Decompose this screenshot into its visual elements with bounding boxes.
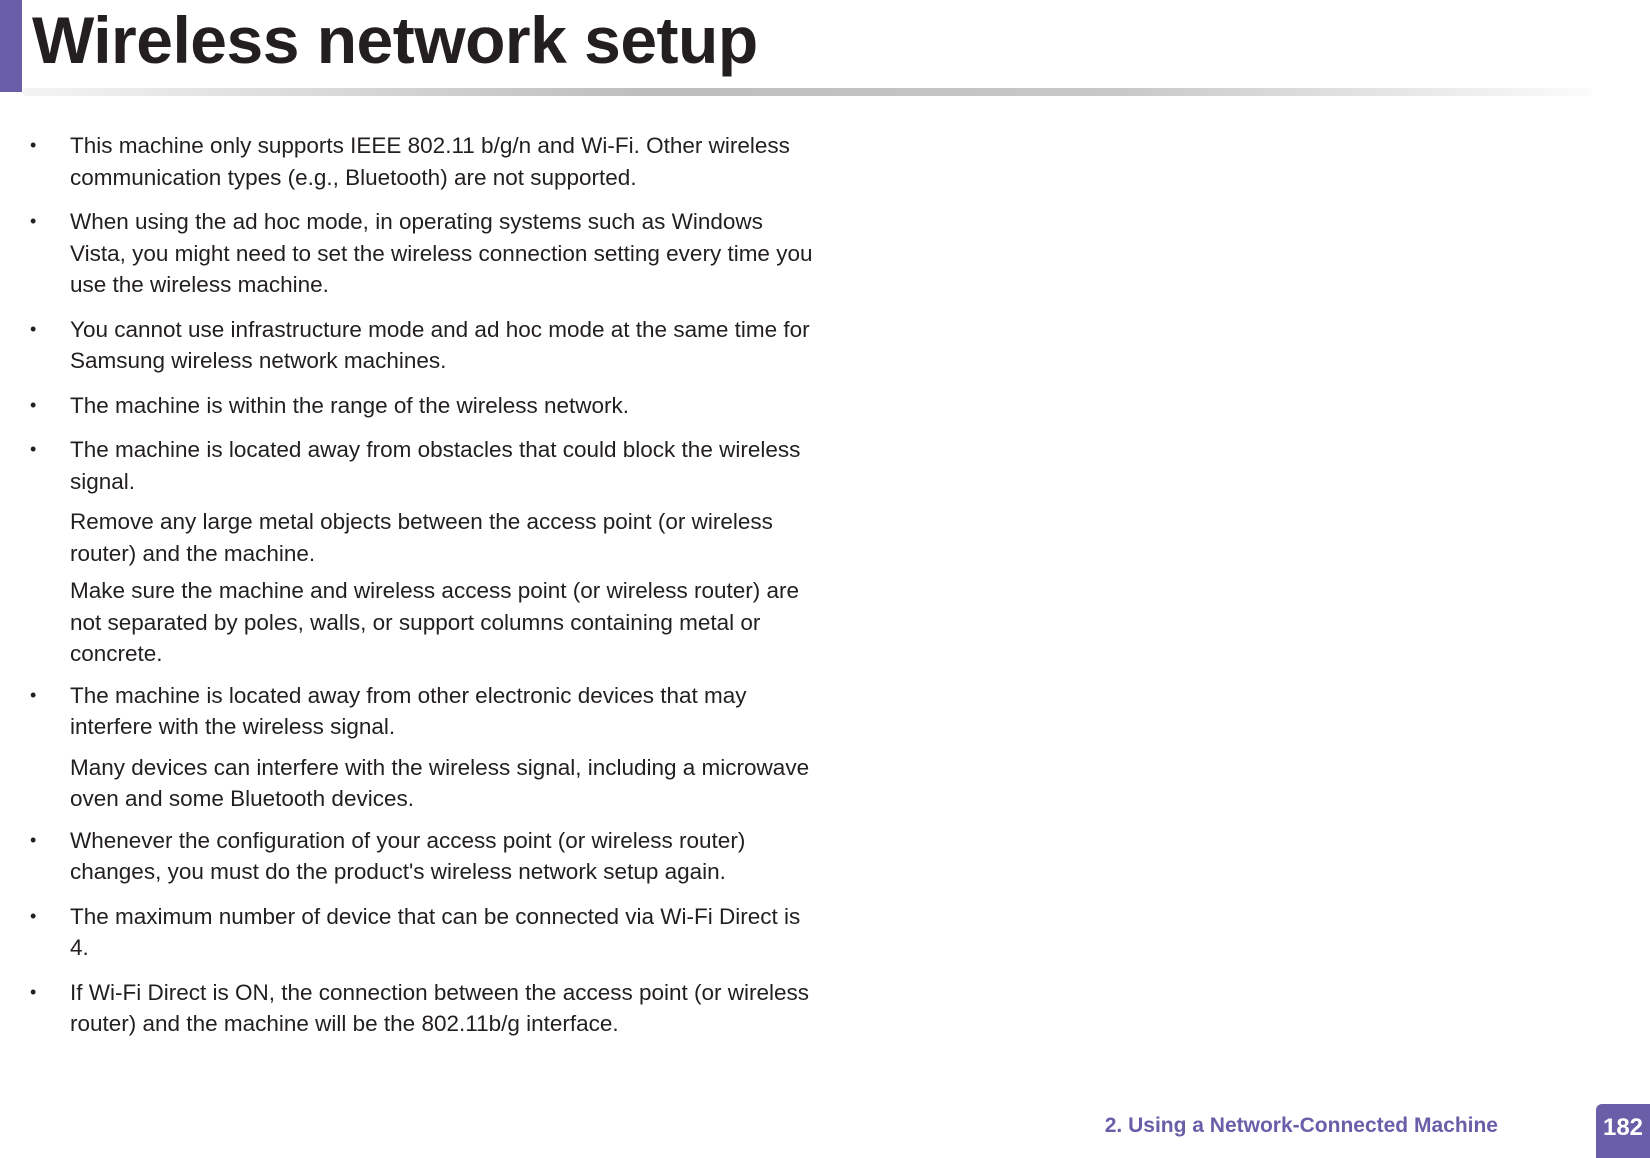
bullet-text: This machine only supports IEEE 802.11 b/g/n and Wi-Fi. Other wireless communication types (e.g., Bluetooth) are not supported.: [70, 133, 790, 190]
bullet-text: The machine is within the range of the wireless network.: [70, 392, 630, 418]
bullet-text: Whenever the configuration of your access point (or wireless router) changes, you must do the product's wireless network setup again.: [70, 827, 746, 884]
bullet-item: [30, 314, 820, 377]
bullet-dot-icon: •: [30, 394, 37, 415]
bullet-dot-icon: •: [30, 829, 37, 850]
bullet-dot-icon: •: [30, 211, 37, 231]
bullet-dot-icon: •: [30, 684, 37, 705]
bullet-item: [30, 206, 820, 301]
page-number-badge: 182: [1596, 1104, 1650, 1158]
bullet-dot-icon: •: [30, 318, 37, 339]
bullet-item: [30, 901, 820, 964]
bullet-subnote: Remove any large metal objects between the access point (or wireless router) and the machine.: [70, 509, 773, 566]
bullet-item: [30, 680, 820, 743]
page-title: Wireless network setup: [32, 3, 758, 77]
bullet-item: [30, 434, 820, 497]
bullet-subnote: Make sure the machine and wireless access point (or wireless router) are not separated by poles, walls, or support columns containing metal or concrete.: [70, 578, 800, 666]
bullet-item: [30, 390, 820, 422]
title-accent-bar: [0, 0, 22, 92]
bullet-item: [30, 130, 820, 193]
bullet-dot-icon: •: [30, 439, 37, 459]
bullet-subnote: Many devices can interfere with the wireless signal, including a microwave oven and some Bluetooth devices.: [70, 754, 810, 811]
bullet-list: [30, 130, 820, 1053]
bullet-text: The machine is located away from obstacles that could block the wireless signal.: [70, 437, 801, 494]
bullet-item: [30, 977, 820, 1040]
footer-chapter: 2. Using a Network-Connected Machine: [1104, 1114, 1498, 1137]
bullet-text: The machine is located away from other electronic devices that may interfere with the wireless signal.: [70, 682, 747, 739]
title-underline: [22, 88, 1592, 96]
bullet-text: When using the ad hoc mode, in operating systems such as Windows Vista, you might need to set the wireless connection setting every time you use the wireless machine.: [70, 209, 813, 297]
bullet-text: The maximum number of device that can be connected via Wi-Fi Direct is 4.: [70, 903, 801, 960]
bullet-dot-icon: •: [30, 981, 37, 1002]
bullet-text: You cannot use infrastructure mode and ad hoc mode at the same time for Samsung wireless network machines.: [70, 316, 810, 373]
bullet-dot-icon: •: [30, 905, 37, 926]
bullet-item: [30, 825, 820, 888]
bullet-text: If Wi-Fi Direct is ON, the connection between the access point (or wireless router) and the machine will be the 802.11b/g interface.: [70, 979, 810, 1036]
bullet-dot-icon: •: [30, 135, 37, 155]
